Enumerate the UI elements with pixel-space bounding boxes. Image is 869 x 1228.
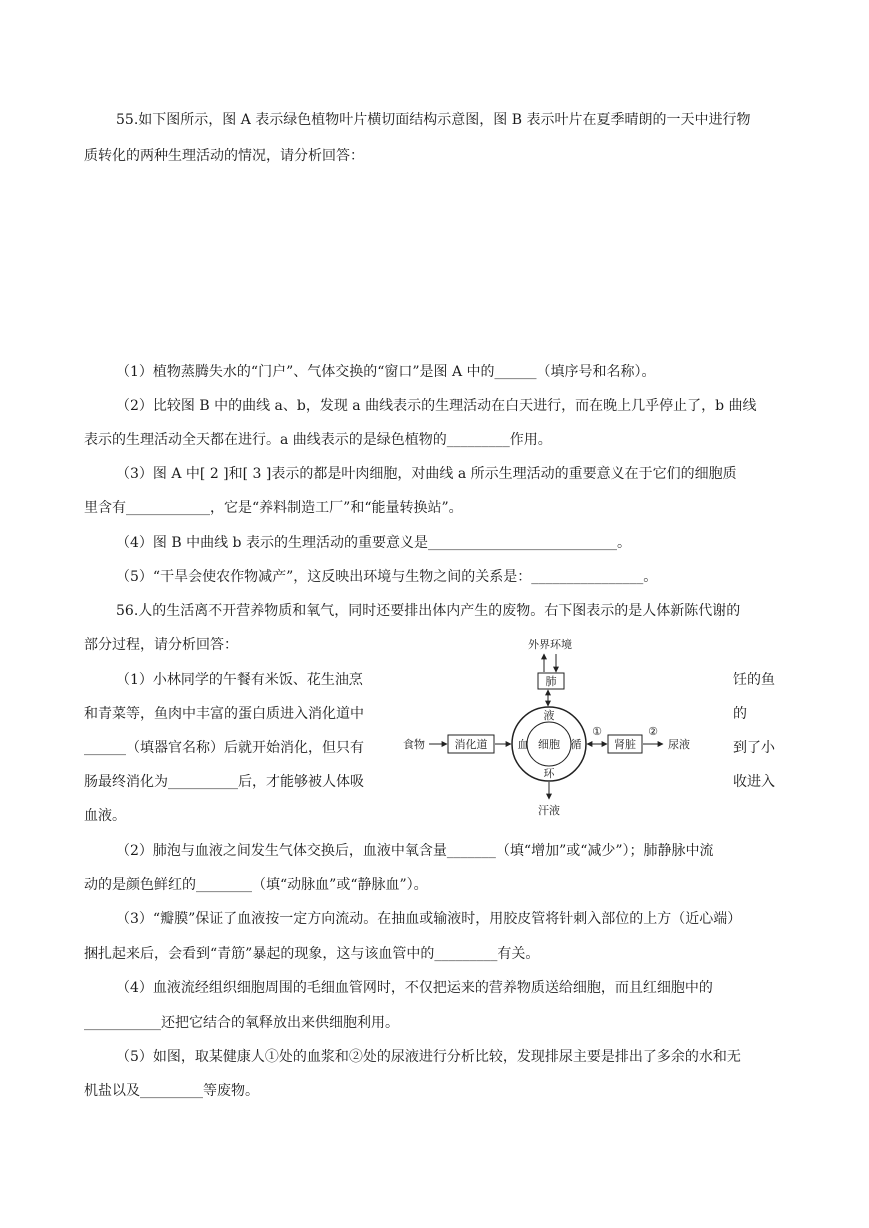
q56-part-1-left-1: （1）小林同学的午餐有米饭、花生油烹: [116, 672, 363, 688]
q56-part-1-right-3: 到了小: [733, 740, 775, 756]
q55-part-5: （5）“干旱会使农作物减产”，这反映出环境与生物之间的关系是：________________。: [116, 569, 658, 585]
q55-part-4: （4）图 B 中曲线 b 表示的生理活动的重要意义是___________________________。: [116, 535, 631, 551]
ring-label-top: 液: [543, 709, 555, 722]
q56-part-1-right-1: 饪的鱼: [733, 672, 775, 688]
q56-part-5-line-1: （5）如图，取某健康人①处的血浆和②处的尿液进行分析比较，发现排尿主要是排出了多余的水和无: [116, 1049, 741, 1065]
q56-part-5-line-2: 机盐以及_________等废物。: [84, 1083, 259, 1099]
q55-part-3-line-2: 里含有____________，它是“养料制造工厂”和“能量转换站”。: [84, 500, 463, 516]
kidney-label: 肾脏: [614, 738, 636, 751]
q55-part-1: （1）植物蒸腾失水的“门户”、气体交换的“窗口”是图 A 中的______（填序号和名称）。: [116, 364, 656, 380]
cell-label: 细胞: [538, 738, 560, 751]
q56-part-4-line-1: （4）血液流经组织细胞周围的毛细血管网时，不仅把运来的营养物质送给细胞，而且红细胞中的: [116, 980, 713, 996]
q56-intro-line-2: 部分过程，请分析回答：: [84, 637, 238, 653]
q56-part-2-line-1: （2）肺泡与血液之间发生气体交换后，血液中氧含量_______（填“增加”或“减少”）；肺静脉中流: [116, 843, 714, 859]
q55-intro-line-1: 55.如下图所示，图 A 表示绿色植物叶片横切面结构示意图，图 B 表示叶片在夏季晴朗的一天中进行物: [116, 112, 751, 128]
q56-part-1-left-3: ______（填器官名称）后就开始消化，但只有: [84, 740, 364, 756]
q56-part-4-line-2: ___________还把它结合的氧释放出来供细胞利用。: [84, 1015, 399, 1031]
sweat-label: 汗液: [538, 804, 560, 817]
q56-part-3-line-1: （3）“瓣膜”保证了血液按一定方向流动。在抽血或输液时，用胶皮管将针刺入部位的上方（近心端）: [116, 911, 742, 927]
ring-label-left: 血: [517, 738, 529, 751]
q56-part-1-left-2: 和青菜等，鱼肉中丰富的蛋白质进入消化道中: [84, 706, 364, 722]
q56-part-1-right-4: 收进入: [733, 774, 775, 790]
q55-part-2-line-2: 表示的生理活动全天都在进行。a 曲线表示的是绿色植物的_________作用。: [84, 432, 552, 448]
marker-1: ①: [592, 725, 602, 738]
q56-part-2-line-2: 动的是颜色鲜红的________（填“动脉血”或“静脉血”）。: [84, 877, 428, 893]
q55-part-3-line-1: （3）图 A 中[ 2 ]和[ 3 ]表示的都是叶肉细胞，对曲线 a 所示生理活动的重要意义在于它们的细胞质: [116, 466, 737, 482]
food-label: 食物: [403, 738, 425, 751]
q56-part-1-left-4: 肠最终消化为__________后，才能够被人体吸: [84, 774, 364, 790]
urine-label: 尿液: [668, 738, 690, 751]
q55-intro-line-2: 质转化的两种生理活动的情况，请分析回答：: [84, 148, 364, 164]
q55-part-2-line-1: （2）比较图 B 中的曲线 a、b，发现 a 曲线表示的生理活动在白天进行，而在晚上几乎停止了，b 曲线: [116, 398, 757, 414]
metabolism-diagram: [398, 634, 698, 819]
ring-label-right: 循: [570, 738, 582, 751]
q56-part-1-right-2: 的: [733, 706, 747, 722]
ring-label-bottom: 环: [543, 767, 555, 780]
q56-intro-line-1: 56.人的生活离不开营养物质和氧气，同时还要排出体内产生的废物。右下图表示的是人体新陈代谢的: [116, 603, 741, 619]
lung-label: 肺: [545, 675, 557, 688]
marker-2: ②: [648, 725, 658, 738]
q56-part-1-left-5: 血液。: [84, 808, 126, 824]
q56-part-3-line-2: 捆扎起来后，会看到“青筋”暴起的现象，这与该血管中的_________有关。: [84, 946, 540, 962]
outer-environment-label: 外界环境: [528, 638, 572, 651]
digestive-tract-label: 消化道: [454, 738, 488, 751]
